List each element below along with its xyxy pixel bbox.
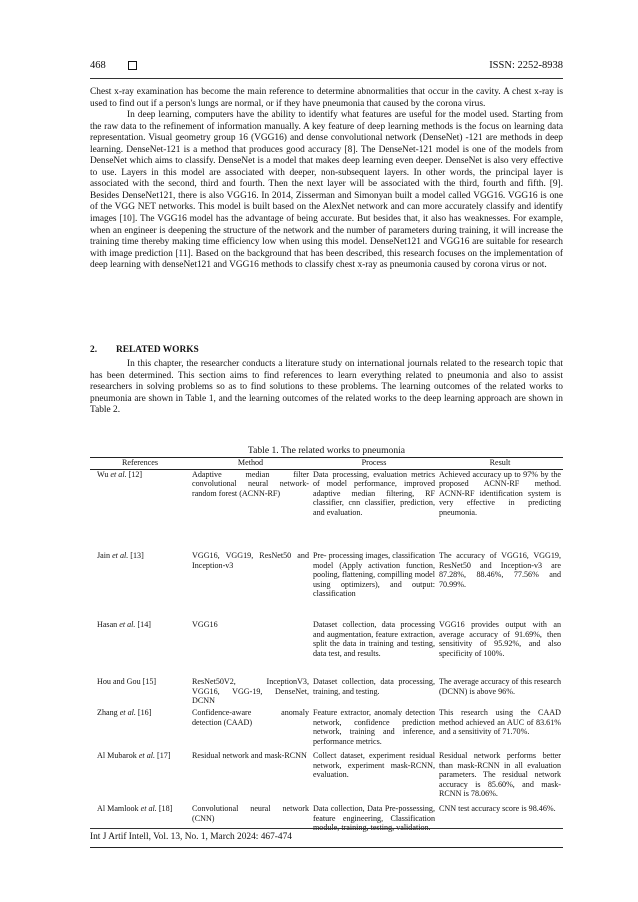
table-header-row — [90, 458, 563, 470]
cell-reference: Al Mamlook et al. [18] — [90, 804, 190, 847]
cell-reference: Zhang et al. [16] — [97, 708, 152, 718]
intro-text — [90, 87, 563, 272]
cell-process: Collect dataset, experiment residual network, experiment mask-RCNN, evaluation. — [313, 751, 435, 780]
cell-method: VGG16 — [192, 620, 218, 630]
footer-rule — [90, 828, 563, 829]
issn-label: ISSN: 2252-8938 — [489, 60, 563, 71]
header-rule — [90, 78, 563, 79]
table-row — [90, 620, 563, 677]
cell-result: VGG16 provides output with an average accuracy of 91.69%, then sensitivity of 95.92%, and also specificity of 100%. — [439, 620, 561, 658]
table-row — [90, 677, 563, 708]
header-process: Process — [311, 458, 437, 470]
cell-method: Confidence-aware anomaly detection (CAAD) — [192, 708, 309, 727]
cell-process: Data collection, Data Pre-possessing, feature engineering, Classification module, training, testing, validation. — [311, 804, 437, 847]
table-row — [90, 551, 563, 620]
intro-paragraph-2: In deep learning, computers have the ability to identify what features are useful for the model used. Starting from the raw data to the refinement of information manually. A key feature of deep learning methods is the focus on learning data representation. Visual geometry group 16 (VGG16) and dense convolutional network (DenseNet) -121 are methods in deep learning. DenseNet-121 is a method that produces good accuracy [8]. The DenseNet-121 model is one of the models from DenseNet which aims to classify. DenseNet is a model that makes deep learning even deeper. DenseNet is also very effective to use. Layers in this model are associated with deeper, non-subsequent layers. In other words, the principal layer is associated with the second, third and fourth. Then the next layer will be associated with the third, fourth and fifth. [9]. Besides DenseNet121, there is also VGG16. In 2014, Zisserman and Simonyan built a model called VGG16. VGG16 is one of the VGG NET networks. This model is built based on the AlexNet network and can more accurately classify and identify images [10]. The VGG16 model has the advantage of being accurate. But besides that, it also has weaknesses. For example, when an engineer is deepening the structure of the network and the number of parameters during training, it will increase the training time thereby making time efficiency low when using this model. DenseNet121 and VGG16 are suitable for research with image prediction [11]. Based on the background that has been described, this research focuses on the implementation of deep learning with denseNet121 and VGG16 methods to classify chest x-ray as pneumonia caused by corona virus or not. — [90, 110, 563, 271]
cell-process: Data processing, evaluation metrics of model performance, improved adaptive median filtering, RF classifier, cnn classifier, prediction, and evaluation. — [313, 469, 435, 517]
cell-method: Residual network and mask-RCNN — [192, 751, 307, 761]
cell-method: Convolutional neural network (CNN) — [190, 804, 311, 847]
cell-method: ResNet50V2, InceptionV3, VGG16, VGG-19, DenseNet, DCNN — [192, 677, 309, 706]
square-icon — [128, 61, 137, 70]
table-row — [90, 469, 563, 551]
section-heading — [90, 345, 563, 355]
cell-result: CNN test accuracy score is 98.46%. — [437, 804, 563, 847]
footer-citation: Int J Artif Intell, Vol. 13, No. 1, March 2024: 467-474 — [90, 832, 292, 842]
header-result: Result — [437, 458, 563, 470]
header-method: Method — [190, 458, 311, 470]
cell-reference: Al Mubarok et al. [17] — [97, 751, 171, 761]
cell-result: This research using the CAAD method achieved an AUC of 83.61% and a sensitivity of 71.70%. — [439, 708, 561, 737]
related-works-text — [90, 359, 563, 417]
related-works-table — [90, 457, 563, 848]
cell-reference: Wu et al. [12] — [97, 469, 143, 479]
cell-method: Adaptive median filter convolutional neural network-random forest (ACNN-RF) — [192, 469, 309, 498]
section-number: 2. — [90, 345, 98, 355]
table-caption: Table 1. The related works to pneumonia — [247, 445, 406, 456]
header-references: References — [90, 458, 190, 470]
cell-process: Feature extractor, anomaly detection network, confidence prediction network, training and inference, performance metrics. — [313, 708, 435, 746]
cell-process: Dataset collection, data processing, training, and testing. — [313, 677, 435, 696]
cell-reference: Hou and Gou [15] — [97, 677, 157, 687]
cell-result: The average accuracy of this research (DCNN) is above 96%. — [439, 677, 562, 696]
table-row — [90, 751, 563, 804]
page-number: 468 — [90, 60, 106, 71]
related-paragraph: In this chapter, the researcher conducts a literature study on international journals related to the research topic that has been determined. This section aims to find references to learn everything related to pneumonia and also to assist researchers in solving problems so as to find solutions to these problems. The learning outcomes of the related works to pneumonia are shown in Table 1, and the learning outcomes of the related works to the deep learning approach are shown in Table 2. — [90, 359, 563, 416]
cell-reference: Hasan et al. [14] — [97, 620, 151, 630]
cell-result: The accuracy of VGG16, VGG19, ResNet50 and Inception-v3 are 87.28%, 88.46%, 77.56% and 70.99%. — [439, 551, 561, 589]
intro-paragraph-1: Chest x-ray examination has become the main reference to determine abnormalities that occur in the cavity. A chest x-ray is used to find out if a person's lungs are normal, or if they have pneumonia that caused by the corona virus. — [90, 87, 563, 109]
cell-result: Achieved accuracy up to 97% by the proposed ACNN-RF method. ACNN-RF identification system is very effective in predicting pneumonia. — [439, 469, 561, 517]
cell-result: Residual network performs better than mask-RCNN in all evaluation parameters. The residual network accuracy is 85.60%, and mask-RCNN is 78.06%. — [439, 751, 561, 799]
cell-process: Pre- processing images, classification model (Apply activation function, pooling, flattening, compilling model using optimizers), and output: classification — [313, 551, 435, 599]
cell-process: Dataset collection, data processing and augmentation, feature extraction, split the data in training and testing, data test, and results. — [313, 620, 435, 658]
section-title: RELATED WORKS — [116, 345, 199, 355]
table-row — [90, 708, 563, 751]
cell-reference: Jain et al. [13] — [97, 551, 144, 561]
cell-method: VGG16, VGG19, ResNet50 and Inception-v3 — [192, 551, 309, 570]
page-header — [90, 60, 563, 76]
